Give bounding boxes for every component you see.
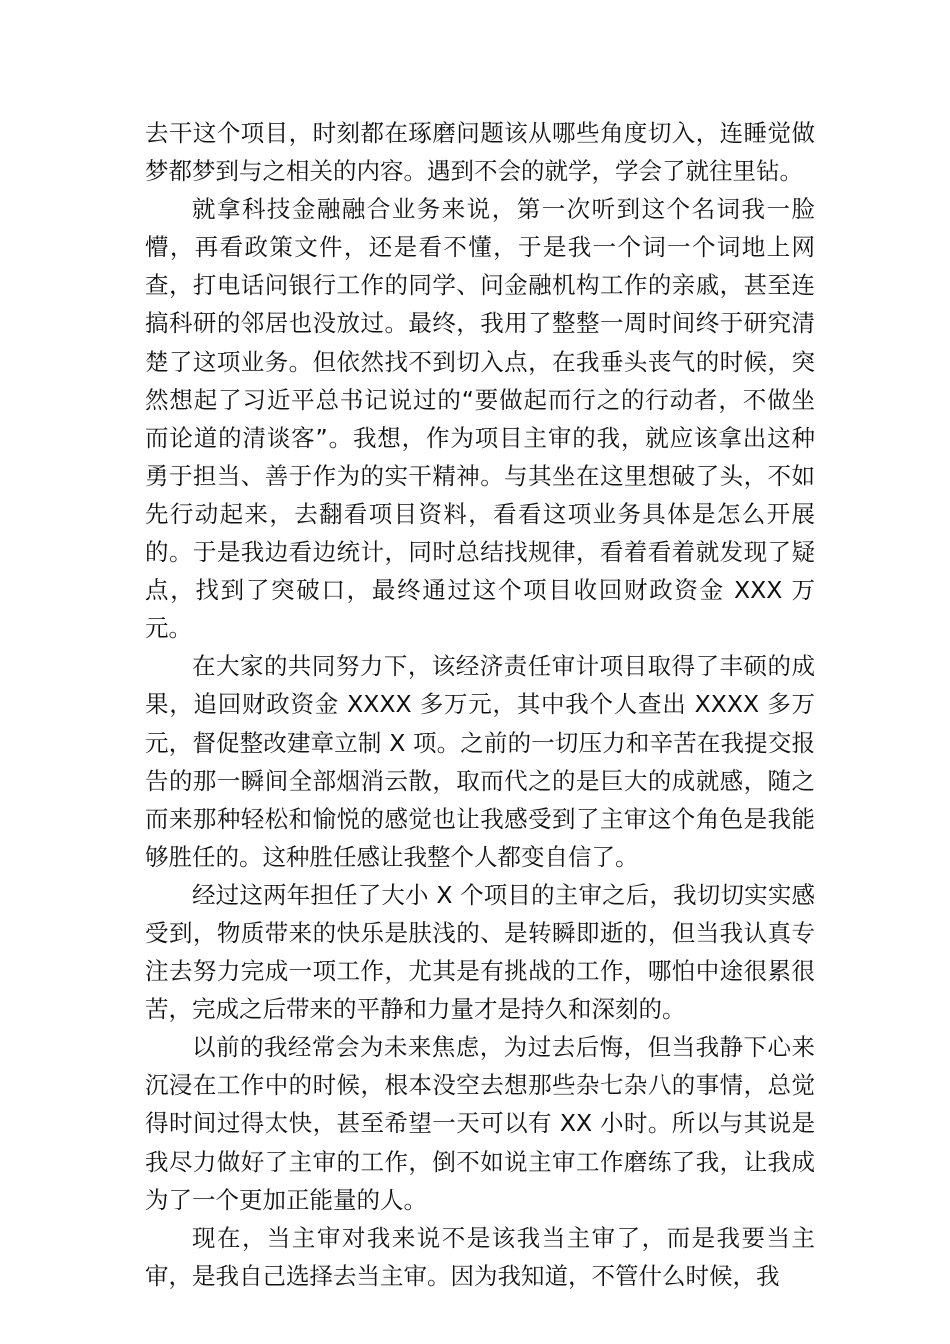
paragraph-2: 就拿科技金融融合业务来说，第一次听到这个名词我一脸懵，再看政策文件，还是看不懂，于是我一个词一个词地上网查，打电话问银行工作的同学、问金融机构工作的亲戚，甚至连搞科研的邻居也没放过。最终，我用了整整一周时间终于研究清楚了这项业务。但依然找不到切入点，在我垂头丧气的时候，突然想起了习近平总书记说过的“要做起而行之的行动者，不做坐而论道的清谈客”。我想，作为项目主审的我，就应该拿出这种勇于担当、善于作为的实干精神。与其坐在这里想破了头，不如先行动起来，去翻看项目资料，看看这项业务具体是怎么开展的。于是我边看边统计，同时总结找规律，看着看着就发现了疑点，找到了突破口，最终通过这个项目收回财政资金 XXX 万元。 [145,195,815,643]
paragraph-4: 经过这两年担任了大小 X 个项目的主审之后，我切切实实感受到，物质带来的快乐是肤浅的、是转瞬即逝的，但当我认真专注去努力完成一项工作，尤其是有挑战的工作，哪怕中途很累很苦，完成之后带来的平静和力量才是持久和深刻的。 [145,880,815,1024]
document-body [145,114,815,1295]
paragraph-1: 去干这个项目，时刻都在琢磨问题该从哪些角度切入，连睡觉做梦都梦到与之相关的内容。遇到不会的就学，学会了就往里钻。 [145,119,815,186]
paragraph-3: 在大家的共同努力下，该经济责任审计项目取得了丰硕的成果，追回财政资金 XXXX 多万元，其中我个人查出 XXXX 多万元，督促整改建章立制 X 项。之前的一切压力和辛苦在我提交报告的那一瞬间全部烟消云散，取而代之的是巨大的成就感，随之而来那种轻松和愉悦的感觉也让我感受到了主审这个角色是我能够胜任的。这种胜任感让我整个人都变自信了。 [145,652,815,871]
paragraph-5: 以前的我经常会为未来焦虑，为过去后悔，但当我静下心来沉浸在工作中的时候，根本没空去想那些杂七杂八的事情，总觉得时间过得太快，甚至希望一天可以有 XX 小时。所以与其说是我尽力做好了主审的工作，倒不如说主审工作磨练了我，让我成为了一个更加正能量的人。 [145,1033,815,1214]
paragraph-6: 现在，当主审对我来说不是该我当主审了，而是我要当主审，是我自己选择去当主审。因为我知道，不管什么时候，我 [145,1223,815,1290]
